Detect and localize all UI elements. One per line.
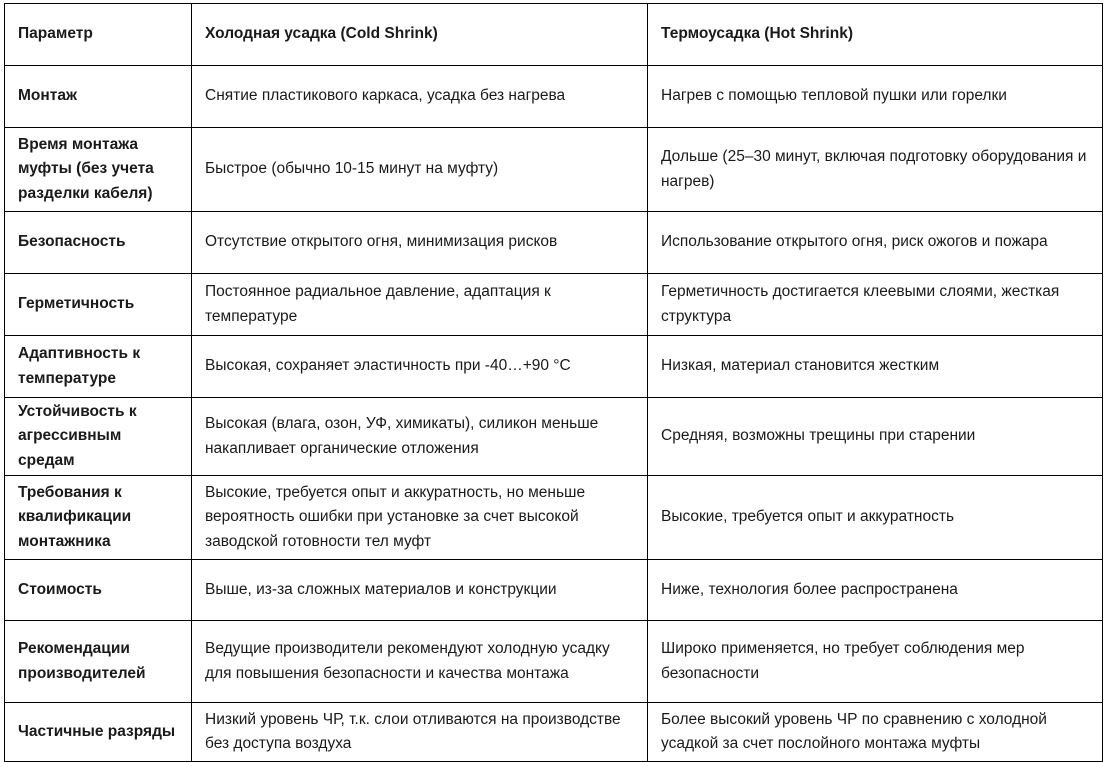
row-cold-shrink-value: Высокие, требуется опыт и аккуратность, но меньше вероятность ошибки при установке за счет высокой заводской готовности тел муфт	[192, 476, 648, 560]
row-cold-shrink-value: Высокая (влага, озон, УФ, химикаты), силикон меньше накапливает органические отложения	[192, 398, 648, 476]
row-hot-shrink-value: Использование открытого огня, риск ожогов и пожара	[648, 212, 1103, 274]
row-parameter: Герметичность	[5, 274, 192, 336]
row-hot-shrink-value: Высокие, требуется опыт и аккуратность	[648, 476, 1103, 560]
row-cold-shrink-value: Выше, из-за сложных материалов и конструкции	[192, 560, 648, 621]
table-header-row	[5, 4, 1103, 66]
row-parameter: Устойчивость к агрессивным средам	[5, 398, 192, 476]
row-parameter: Требования к квалификации монтажника	[5, 476, 192, 560]
row-cold-shrink-value: Постоянное радиальное давление, адаптация к температуре	[192, 274, 648, 336]
row-cold-shrink-value: Ведущие производители рекомендуют холодную усадку для повышения безопасности и качества монтажа	[192, 621, 648, 703]
table-row	[5, 398, 1103, 476]
row-parameter: Адаптивность к температуре	[5, 336, 192, 398]
row-hot-shrink-value: Низкая, материал становится жестким	[648, 336, 1103, 398]
table-row	[5, 336, 1103, 398]
row-hot-shrink-value: Герметичность достигается клеевыми слоями, жесткая структура	[648, 274, 1103, 336]
row-parameter: Безопасность	[5, 212, 192, 274]
table-row	[5, 703, 1103, 762]
row-hot-shrink-value: Широко применяется, но требует соблюдения мер безопасности	[648, 621, 1103, 703]
header-hot-shrink: Термоусадка (Hot Shrink)	[648, 4, 1103, 66]
table-row	[5, 66, 1103, 128]
row-parameter: Время монтажа муфты (без учета разделки кабеля)	[5, 128, 192, 212]
table-row	[5, 560, 1103, 621]
row-hot-shrink-value: Средняя, возможны трещины при старении	[648, 398, 1103, 476]
row-hot-shrink-value: Нагрев с помощью тепловой пушки или горелки	[648, 66, 1103, 128]
row-hot-shrink-value: Более высокий уровень ЧР по сравнению с холодной усадкой за счет послойного монтажа муфты	[648, 703, 1103, 762]
row-cold-shrink-value: Низкий уровень ЧР, т.к. слои отливаются на производстве без доступа воздуха	[192, 703, 648, 762]
table-row	[5, 476, 1103, 560]
header-cold-shrink: Холодная усадка (Cold Shrink)	[192, 4, 648, 66]
row-parameter: Монтаж	[5, 66, 192, 128]
table-row	[5, 128, 1103, 212]
comparison-table	[4, 3, 1103, 762]
table-row	[5, 621, 1103, 703]
row-cold-shrink-value: Снятие пластикового каркаса, усадка без нагрева	[192, 66, 648, 128]
row-parameter: Рекомендации производителей	[5, 621, 192, 703]
row-hot-shrink-value: Ниже, технология более распространена	[648, 560, 1103, 621]
row-parameter: Стоимость	[5, 560, 192, 621]
table-row	[5, 274, 1103, 336]
table-row	[5, 212, 1103, 274]
row-cold-shrink-value: Отсутствие открытого огня, минимизация рисков	[192, 212, 648, 274]
row-cold-shrink-value: Быстрое (обычно 10-15 минут на муфту)	[192, 128, 648, 212]
header-parameter: Параметр	[5, 4, 192, 66]
row-parameter: Частичные разряды	[5, 703, 192, 762]
row-hot-shrink-value: Дольше (25–30 минут, включая подготовку оборудования и нагрев)	[648, 128, 1103, 212]
row-cold-shrink-value: Высокая, сохраняет эластичность при -40…+90 °C	[192, 336, 648, 398]
